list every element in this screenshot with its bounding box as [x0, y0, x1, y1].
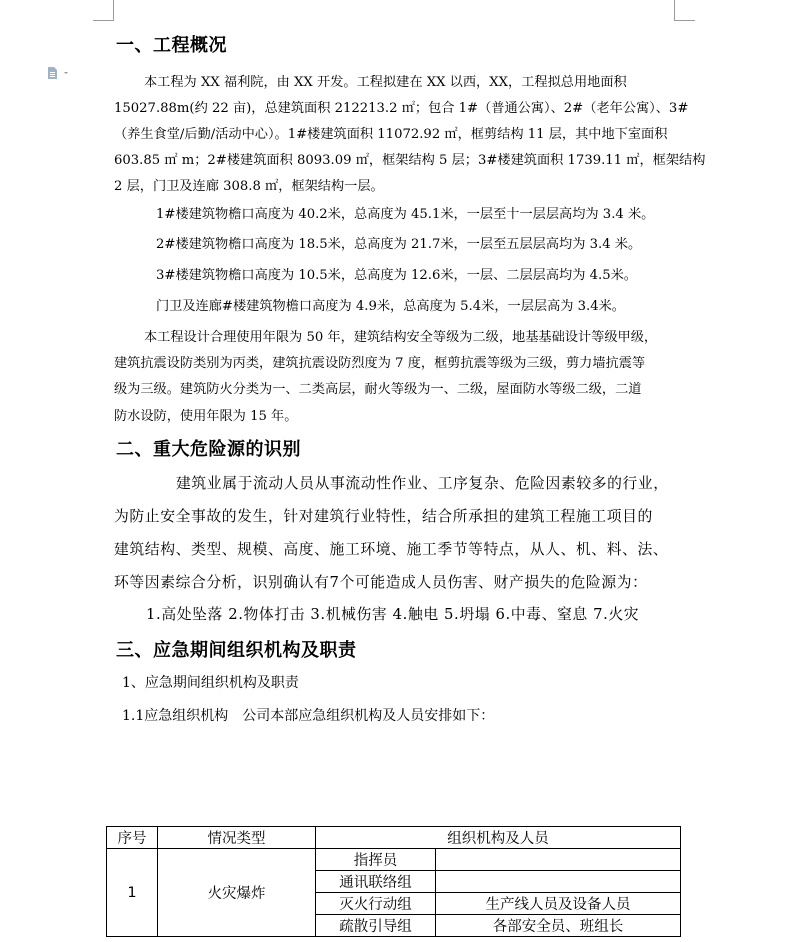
org-table [106, 826, 681, 937]
height-line-2: 2#楼建筑物檐口高度为 18.5米，总高度为 21.7米，一层至五层层高均为 3.4 米。 [156, 237, 642, 252]
overview-line-5: 2 层，门卫及连廊 308.8 ㎡，框架结构一层。 [114, 179, 384, 194]
document-icon[interactable] [46, 66, 72, 80]
overview-line-3: （养生食堂/后勤/活动中心）。1#楼建筑面积 11072.92 ㎡，框剪结构 11 层，其中地下室面积 [114, 127, 668, 142]
page-corner-mark-top-right [674, 0, 695, 21]
table-row [107, 849, 681, 871]
hazard-line-4: 环等因素综合分析，识别确认有7个可能造成人员伤害、财产损失的危险源为： [114, 574, 648, 591]
group-name: 通讯联络组 [316, 871, 436, 893]
height-line-1: 1#楼建筑物檐口高度为 40.2米，总高度为 45.1米，一层至十一层层高均为 3.4 米。 [156, 207, 655, 222]
section-3-title: 三、应急期间组织机构及职责 [116, 640, 357, 661]
height-line-3: 3#楼建筑物檐口高度为 10.5米，总高度为 12.6米，一层、二层层高均为 4.5米。 [156, 268, 637, 283]
header-no: 序号 [107, 827, 158, 849]
design-line-2: 建筑抗震设防类别为丙类，建筑抗震设防烈度为 7 度，框剪抗震等级为三级，剪力墙抗震等 [114, 356, 646, 371]
design-line-3: 级为三级。建筑防火分类为一、二类高层，耐火等级为一、二级，屋面防水等级二级，二道 [114, 382, 642, 397]
group-members: 生产线人员及设备人员 [436, 893, 681, 915]
group-name: 疏散引导组 [316, 915, 436, 937]
header-type: 情况类型 [158, 827, 316, 849]
height-line-4: 门卫及连廊#楼建筑物檐口高度为 4.9米，总高度为 5.4米，一层层高为 3.4米。 [156, 299, 625, 314]
table-header-row [107, 827, 681, 849]
hazard-line-3: 建筑结构、类型、规模、高度、施工环境、施工季节等特点，从人、机、料、法、 [114, 541, 669, 558]
group-name: 灭火行动组 [316, 893, 436, 915]
design-line-1: 本工程设计合理使用年限为 50 年，建筑结构安全等级为二级，地基基础设计等级甲级， [144, 330, 658, 345]
group-members: 各部安全员、班组长 [436, 915, 681, 937]
cell-type: 火灾爆炸 [158, 849, 316, 937]
hazard-line-1: 建筑业属于流动人员从事流动性作业、工序复杂、危险因素较多的行业， [176, 475, 669, 492]
overview-line-4: 603.85 ㎡ m；2#楼建筑面积 8093.09 ㎡，框架结构 5 层；3#楼建筑面积 1739.11 ㎡，框架结构 [114, 153, 706, 168]
header-org: 组织机构及人员 [316, 827, 681, 849]
page-corner-mark-top-left [93, 0, 114, 21]
hazard-list: 1.高处坠落 2.物体打击 3.机械伤害 4.触电 5.坍塌 6.中毒、窒息 7.火灾 [146, 606, 640, 623]
group-members [436, 849, 681, 871]
section-2-title: 二、重大危险源的识别 [116, 439, 301, 460]
overview-line-1: 本工程为 XX 福利院，由 XX 开发。工程拟建在 XX 以西，XX，工程拟总用地面积 [144, 75, 627, 90]
subsection-1-1: 1.1应急组织机构 公司本部应急组织机构及人员安排如下： [122, 708, 495, 724]
section-1-title: 一、工程概况 [116, 35, 227, 56]
cell-no: 1 [107, 849, 158, 937]
overview-line-2: 15027.88m(约 22 亩)，总建筑面积 212213.2 ㎡；包合 1#（普通公寓）、2#（老年公寓）、3# [114, 101, 689, 116]
group-name: 指挥员 [316, 849, 436, 871]
subsection-1: 1、应急期间组织机构及职责 [122, 675, 299, 691]
group-members [436, 871, 681, 893]
design-line-4: 防水设防，使用年限为 15 年。 [114, 409, 298, 424]
hazard-line-2: 为防止安全事故的发生，针对建筑行业特性，结合所承担的建筑工程施工项目的 [114, 508, 653, 525]
